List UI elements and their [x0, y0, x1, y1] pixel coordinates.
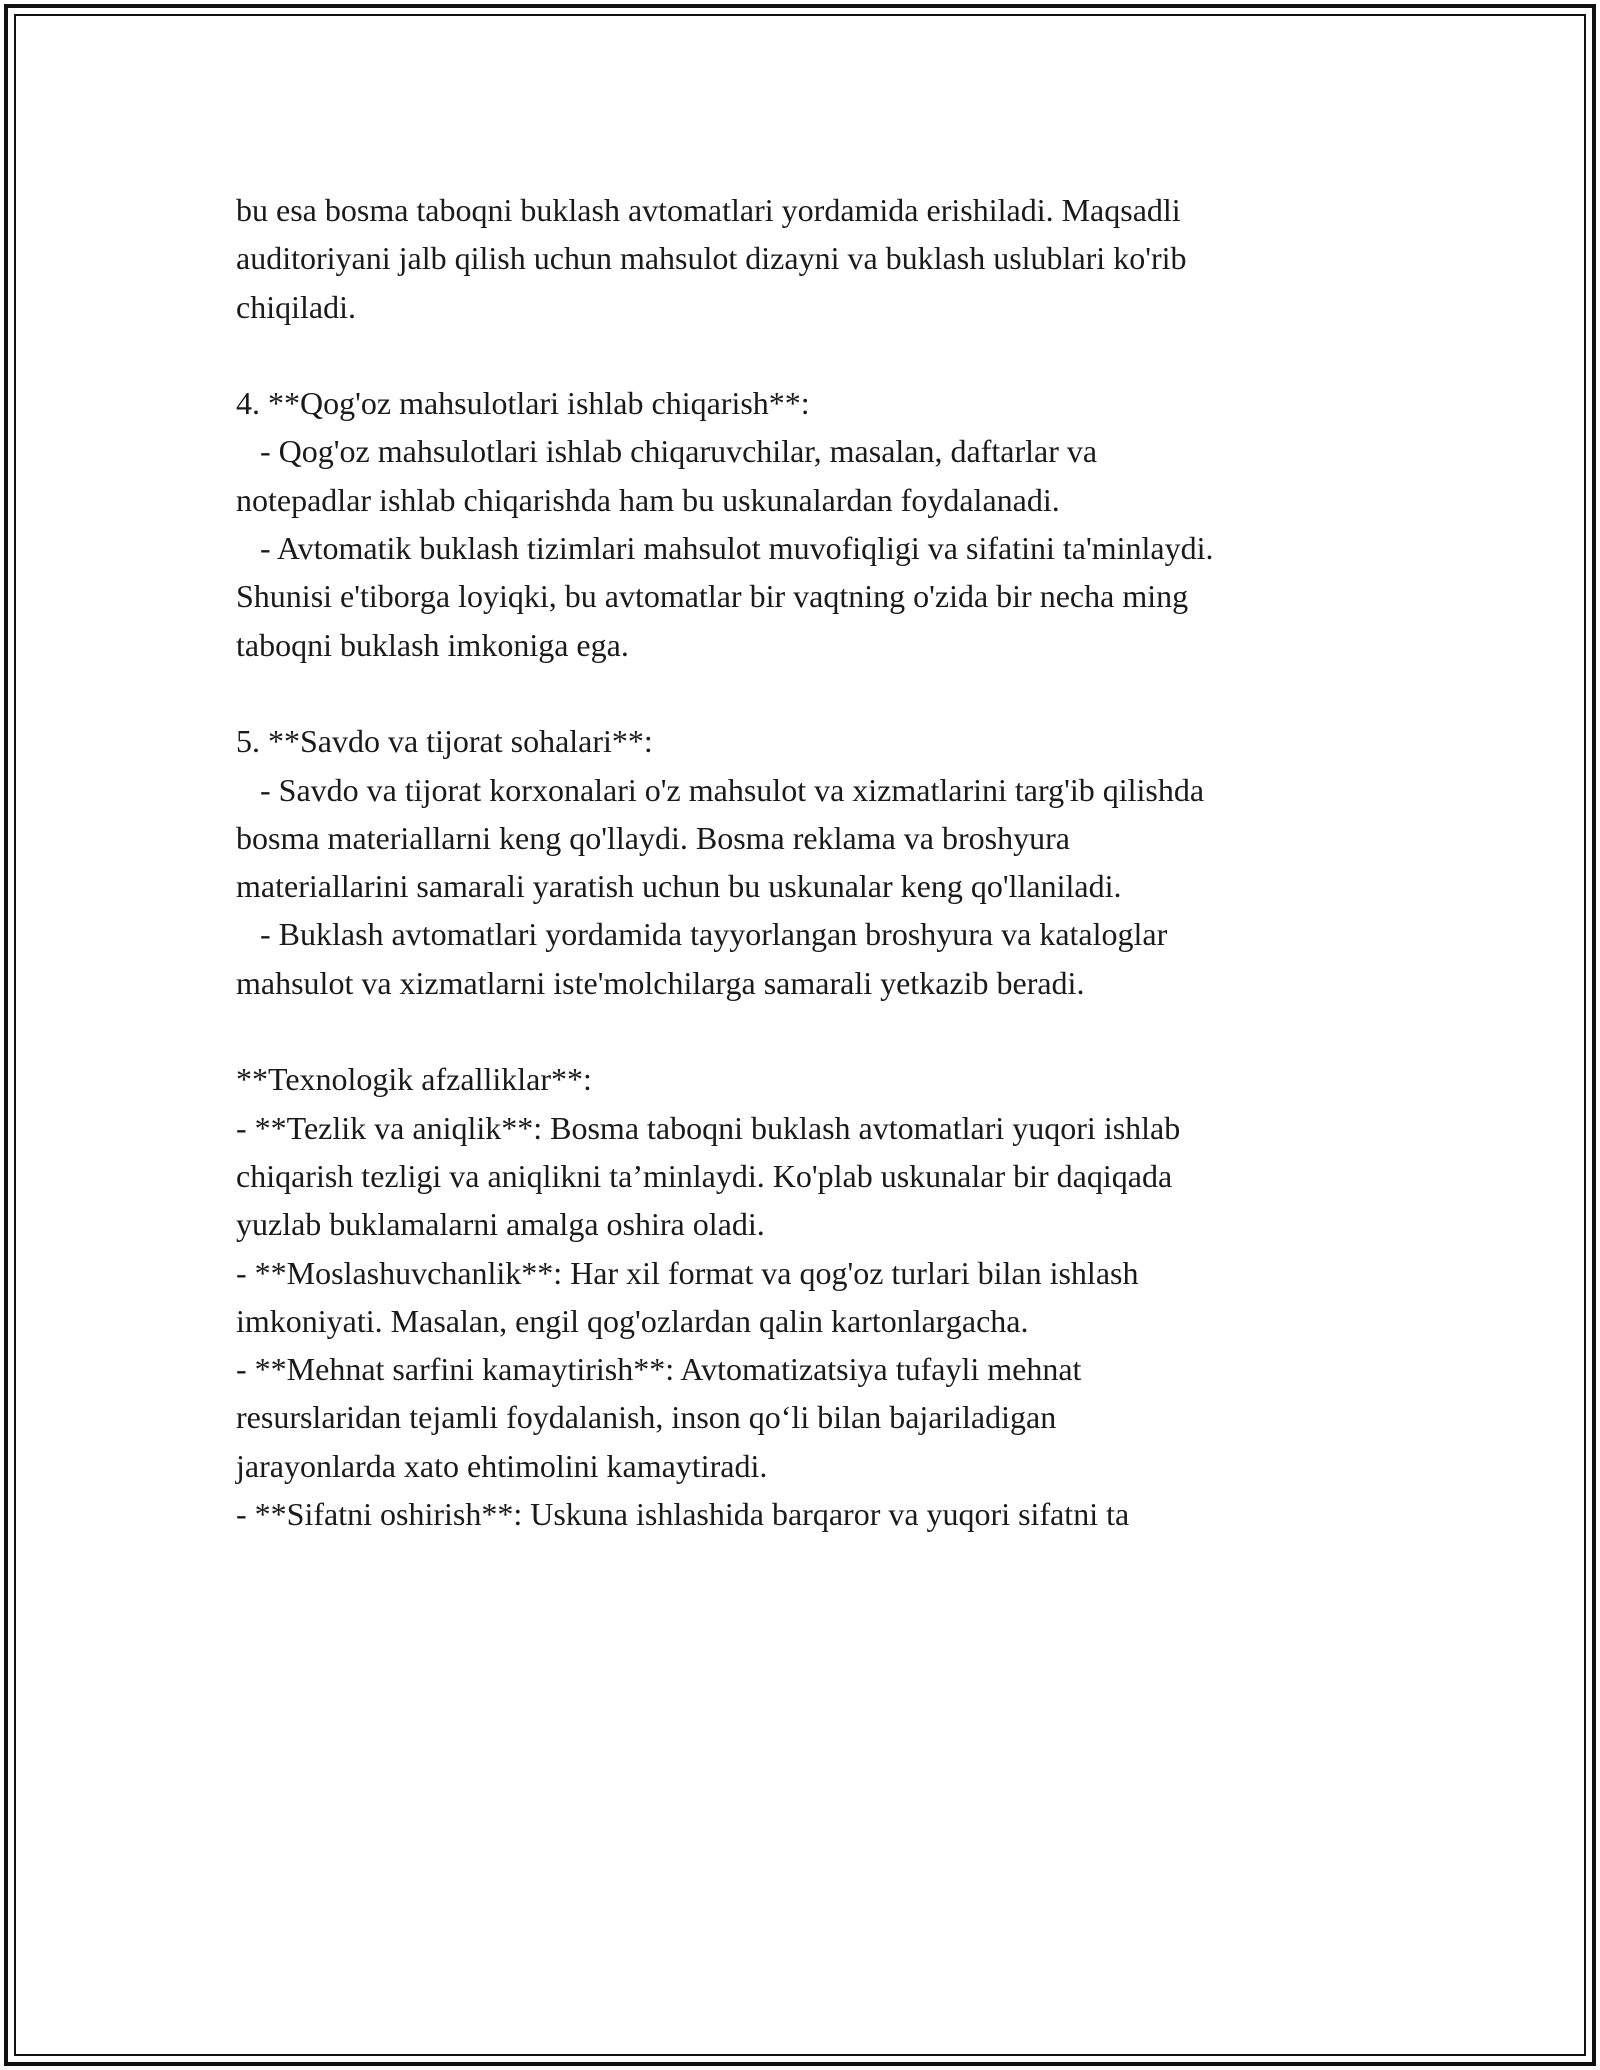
text-line-24: imkoniyati. Masalan, engil qog'ozlardan qalin kartonlargacha. [236, 1302, 1029, 1339]
document-body [236, 186, 1396, 1538]
text-line-3: chiqiladi. [236, 288, 356, 325]
text-line-22: yuzlab buklamalarni amalga oshira oladi. [236, 1206, 765, 1243]
text-line-27: jarayonlarda xato ehtimolini kamaytiradi. [236, 1447, 768, 1484]
blank-line [236, 1007, 1396, 1055]
text-line-8: - Avtomatik buklash tizimlari mahsulot muvofiqligi va sifatini ta'minlaydi. [236, 530, 1214, 567]
text-line-14: bosma materiallarni keng qo'llaydi. Bosma reklama va broshyura [236, 819, 1070, 856]
text-line-23: - **Moslashuvchanlik**: Har xil format va qog'oz turlari bilan ishlash [236, 1254, 1139, 1291]
text-line-7: notepadlar ishlab chiqarishda ham bu uskunalardan foydalanadi. [236, 481, 1060, 518]
text-line-17: mahsulot va xizmatlarni iste'molchilarga samarali yetkazib beradi. [236, 964, 1085, 1001]
text-line-13: - Savdo va tijorat korxonalari o'z mahsulot va xizmatlarini targ'ib qilishda [236, 771, 1205, 808]
text-line-21: chiqarish tezligi va aniqlikni ta’minlaydi. Ko'plab uskunalar bir daqiqada [236, 1157, 1173, 1194]
text-line-26: resurslaridan tejamli foydalanish, inson qo‘li bilan bajariladigan [236, 1399, 1057, 1436]
text-line-10: taboqni buklash imkoniga ega. [236, 626, 629, 663]
section-heading-4: 4. **Qog'oz mahsulotlari ishlab chiqarish**: [236, 385, 810, 422]
text-line-20: - **Tezlik va aniqlik**: Bosma taboqni buklash avtomatlari yuqori ishlab [236, 1109, 1181, 1146]
text-line-16: - Buklash avtomatlari yordamida tayyorlangan broshyura va kataloglar [236, 916, 1168, 953]
section-heading-5: 5. **Savdo va tijorat sohalari**: [236, 723, 653, 760]
blank-line [236, 331, 1396, 379]
text-line-2: auditoriyani jalb qilish uchun mahsulot dizayni va buklash uslublari ko'rib [236, 240, 1187, 277]
blank-line [236, 669, 1396, 717]
text-line-25: - **Mehnat sarfini kamaytirish**: Avtomatizatsiya tufayli mehnat [236, 1351, 1082, 1388]
text-line-9: Shunisi e'tiborga loyiqki, bu avtomatlar bir vaqtning o'zida bir necha ming [236, 578, 1189, 615]
text-line-15: materiallarini samarali yaratish uchun bu uskunalar keng qo'llaniladi. [236, 868, 1122, 905]
text-line-28: - **Sifatni oshirish**: Uskuna ishlashida barqaror va yuqori sifatni ta [236, 1496, 1130, 1533]
section-heading-advantages: **Texnologik afzalliklar**: [236, 1061, 592, 1098]
text-line-1: bu esa bosma taboqni buklash avtomatlari yordamida erishiladi. Maqsadli [236, 192, 1181, 228]
text-line-6: - Qog'oz mahsulotlari ishlab chiqaruvchilar, masalan, daftarlar va [236, 433, 1098, 470]
